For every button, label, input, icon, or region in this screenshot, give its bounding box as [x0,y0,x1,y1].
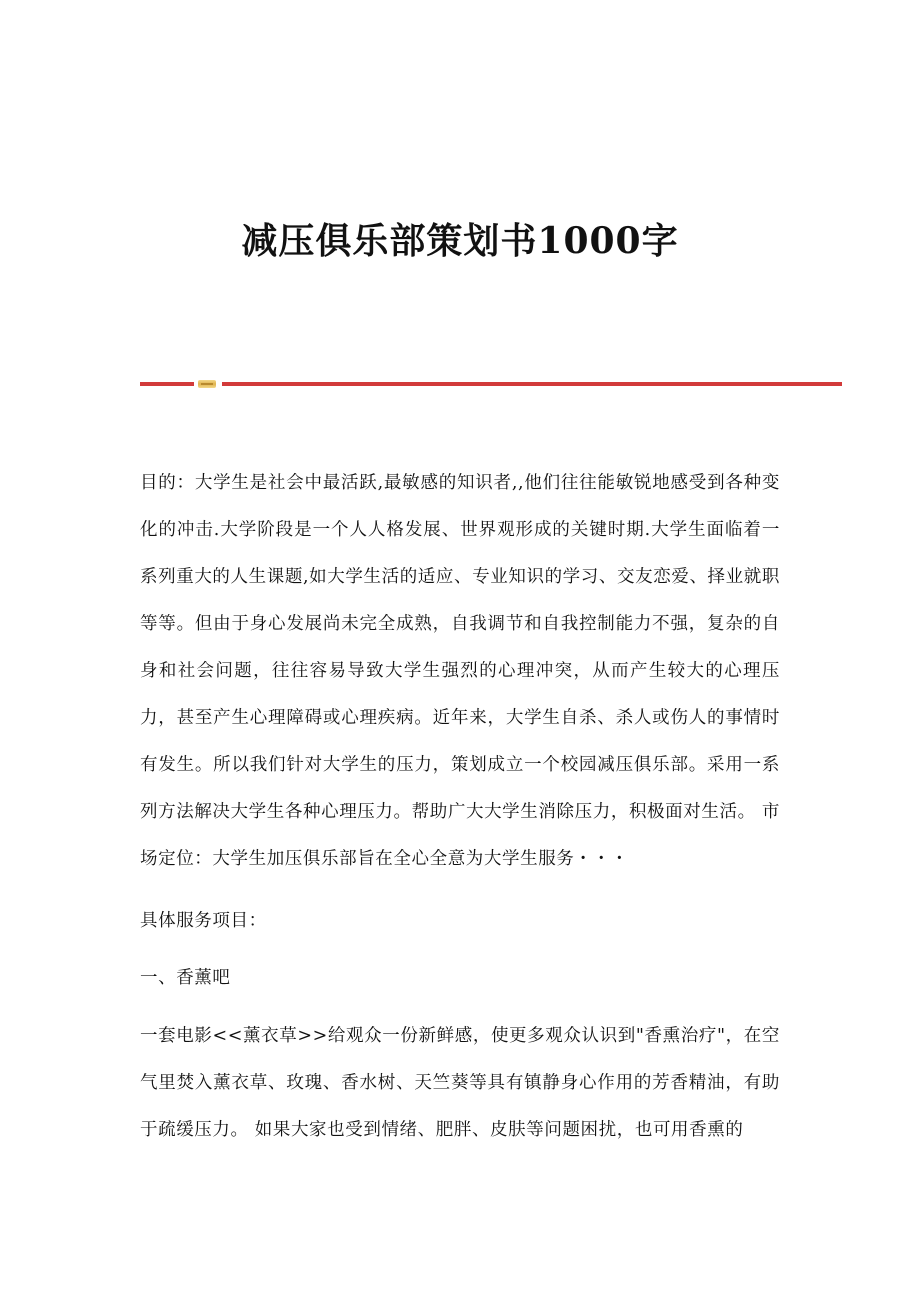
document-title: 减压俱乐部策划书1000字 [241,220,679,262]
divider-right-bar [222,382,842,386]
divider-ornament-icon [198,380,216,388]
title-divider [140,380,842,388]
paragraph-purpose: 目的：大学生是社会中最活跃,最敏感的知识者,,他们往往能敏锐地感受到各种变化的冲击.大学阶段是一个人人格发展、世界观形成的关键时期.大学生面临着一系列重大的人生课题,如大学生活的适应、专业知识的学习、交友恋爱、择业就职等等。但由于身心发展尚未完全成熟，自我调节和自我控制能力不强，复杂的自身和社会问题，往往容易导致大学生强烈的心理冲突，从而产生较大的心理压力，甚至产生心理障碍或心理疾病。近年来，大学生自杀、杀人或伤人的事情时有发生。所以我们针对大学生的压力，策划成立一个校园减压俱乐部。采用一系列方法解决大学生各种心理压力。帮助广大大学生消除压力，积极面对生活。 市场定位：大学生加压俱乐部旨在全心全意为大学生服务・・・ [140,473,780,869]
divider-left-bar [140,382,194,386]
paragraph-aroma-description: 一套电影<<薰衣草>>给观众一份新鲜感，使更多观众认识到"香熏治疗"，在空气里焚入薰衣草、玫瑰、香水树、天竺葵等具有镇静身心作用的芳香精油，有助于疏缓压力。 如果大家也受到情绪、肥胖、皮肤等问题困扰，也可用香熏的 [140,1026,780,1140]
paragraph-services-heading: 具体服务项目： [140,911,267,931]
paragraph-section-aroma-bar: 一、香薰吧 [140,968,231,988]
